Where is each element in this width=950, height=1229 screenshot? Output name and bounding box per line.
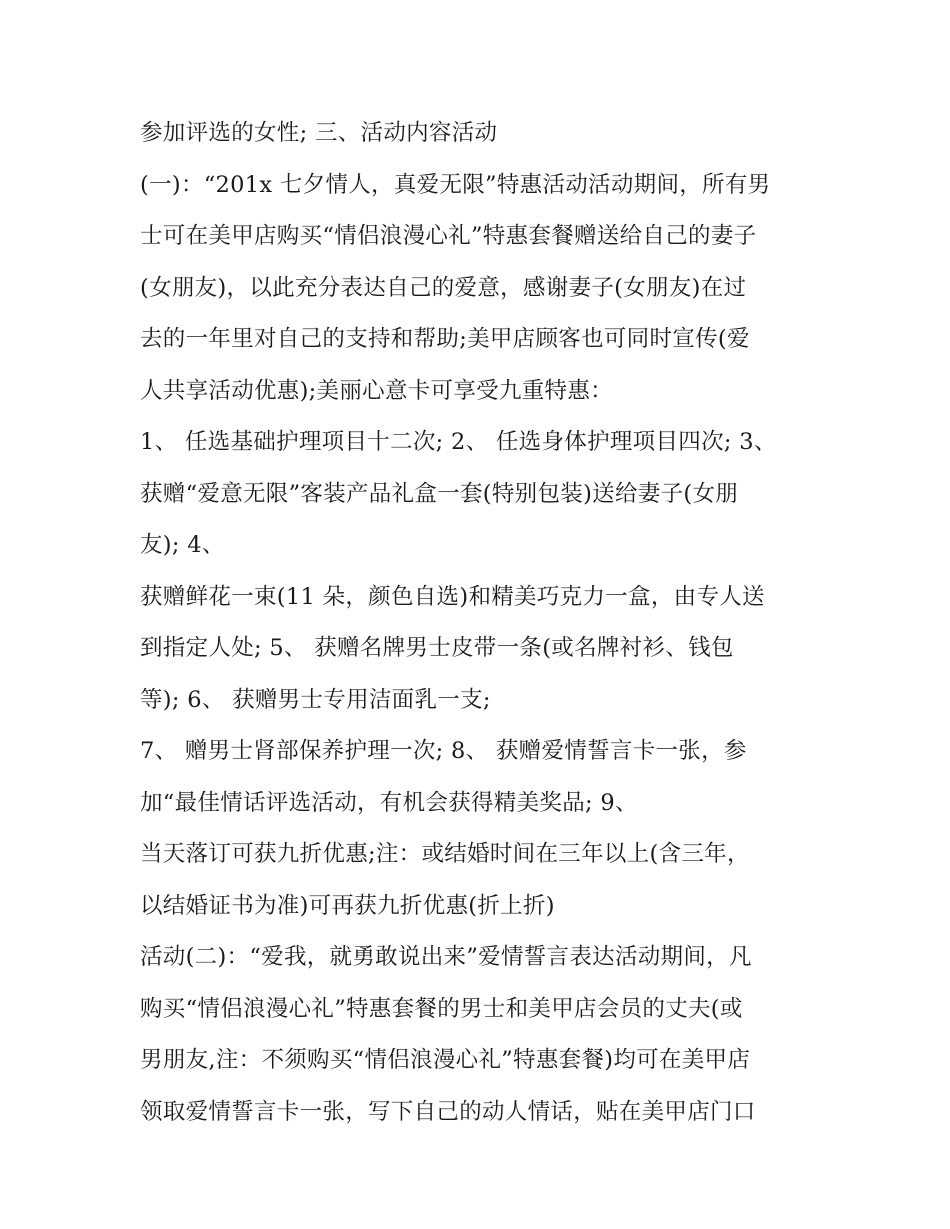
text-line: 当天落订可获九折优惠;注：或结婚时间在三年以上(含三年， xyxy=(140,841,750,867)
text-line: 7、 赠男士肾部保养护理一次; 8、 获赠爱情誓言卡一张，参 xyxy=(140,738,747,764)
text-line: 士可在美甲店购买“情侣浪漫心礼”特惠套餐赠送给自己的妻子 xyxy=(140,223,757,249)
text-line: 以结婚证书为准)可再获九折优惠(折上折) xyxy=(140,892,555,919)
text-line: 参加评选的女性; 三、活动内容活动 xyxy=(140,120,498,146)
text-line: 等); 6、 获赠男士专用洁面乳一支; xyxy=(140,686,491,713)
text-line: 去的一年里对自己的支持和帮助;美甲店顾客也可同时宣传(爱 xyxy=(140,326,750,352)
text-line: 获赠“爱意无限”客装产品礼盒一套(特别包装)送给妻子(女朋 xyxy=(140,480,739,507)
text-line: 人共享活动优惠);美丽心意卡可享受九重特惠： xyxy=(140,377,613,404)
text-line: 加“最佳情话评选活动，有机会获得精美奖品; 9、 xyxy=(140,789,638,816)
text-line: (女朋友)，以此充分表达自己的爱意，感谢妻子(女朋友)在过 xyxy=(140,274,747,301)
body-text xyxy=(140,108,820,1138)
text-line: 男朋友,注：不须购买“情侣浪漫心礼”特惠套餐)均可在美甲店 xyxy=(140,1047,751,1073)
text-line: 购买“情侣浪漫心礼”特惠套餐的男士和美甲店会员的丈夫(或 xyxy=(140,995,743,1022)
text-line: 友); 4、 xyxy=(140,532,225,558)
text-line: (一)：“201x 七夕情人，真爱无限”特惠活动活动期间，所有男 xyxy=(140,171,771,198)
text-line: 到指定人处; 5、 获赠名牌男士皮带一条(或名牌衬衫、钱包 xyxy=(140,635,734,661)
text-line: 活动(二)：“爱我，就勇敢说出来”爱情誓言表达活动期间，凡 xyxy=(140,944,752,970)
text-line: 领取爱情誓言卡一张，写下自己的动人情话，贴在美甲店门口 xyxy=(140,1098,756,1125)
text-line: 1、 任选基础护理项目十二次; 2、 任选身体护理项目四次; 3、 xyxy=(140,429,777,455)
text-line: 获赠鲜花一束(11 朵，颜色自选)和精美巧克力一盒，由专人送 xyxy=(140,583,765,610)
